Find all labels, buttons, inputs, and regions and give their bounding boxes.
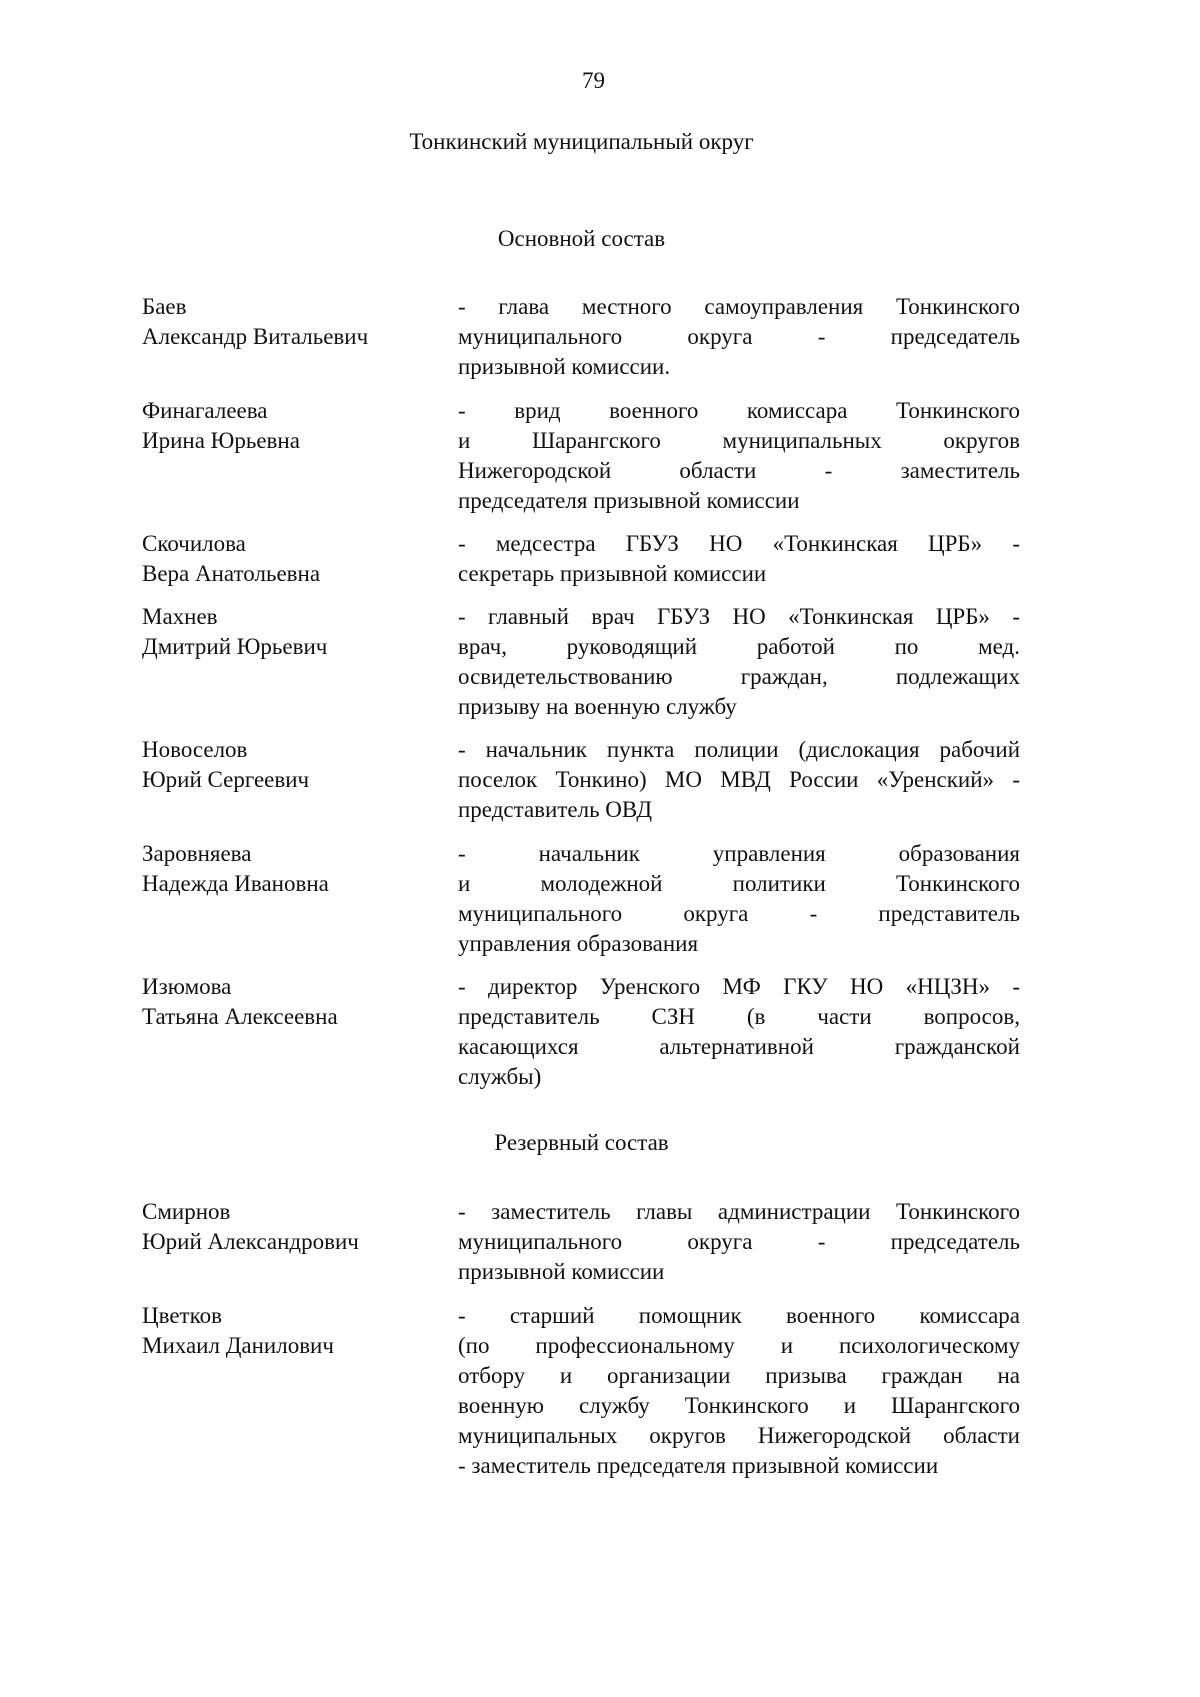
role-line: - начальник пункта полиции (дислокация рабочий <box>458 737 1020 762</box>
role-line: председателя призывной комиссии <box>458 488 800 513</box>
member-role <box>458 602 1020 722</box>
member-name <box>142 839 442 899</box>
role-line: муниципального округа - председатель <box>458 1229 1020 1254</box>
role-line: - начальник управления образования <box>458 841 1020 866</box>
member-given-name: Михаил Данилович <box>142 1333 334 1358</box>
member-name <box>142 602 442 662</box>
role-line: касающихся альтернативной гражданской <box>458 1034 1020 1059</box>
page-number: 79 <box>582 68 605 93</box>
role-line: - медсестра ГБУЗ НО «Тонкинская ЦРБ» - <box>458 531 1020 556</box>
role-line: - директор Уренского МФ ГКУ НО «НЦЗН» - <box>458 974 1020 999</box>
role-line: - врид военного комиссара Тонкинского <box>458 398 1020 423</box>
member-role <box>458 396 1020 516</box>
role-line: секретарь призывной комиссии <box>458 561 767 586</box>
member-given-name: Александр Витальевич <box>142 324 369 349</box>
role-line: - заместитель председателя призывной комиссии <box>458 1453 939 1478</box>
role-line: Нижегородской области - заместитель <box>458 458 1020 483</box>
role-line: муниципального округа - представитель <box>458 901 1020 926</box>
member-name <box>142 292 442 352</box>
role-line: поселок Тонкино) МО МВД России «Уренский» - <box>458 767 1020 792</box>
member-given-name: Вера Анатольевна <box>142 561 321 586</box>
member-surname: Баев <box>142 294 187 319</box>
role-line: и Шарангского муниципальных округов <box>458 428 1020 453</box>
member-name <box>142 396 442 456</box>
role-line: призывной комиссии. <box>458 354 671 379</box>
role-line: и молодежной политики Тонкинского <box>458 871 1020 896</box>
member-surname: Финагалеева <box>142 398 268 423</box>
member-given-name: Юрий Сергеевич <box>142 767 310 792</box>
member-given-name: Юрий Александрович <box>142 1229 359 1254</box>
member-role <box>458 839 1020 959</box>
section-heading-reserve: Резервный состав <box>494 1130 669 1155</box>
member-role <box>458 529 1020 589</box>
role-line: отбору и организации призыва граждан на <box>458 1363 1020 1388</box>
member-role <box>458 735 1020 825</box>
section-heading-main: Основной состав <box>497 226 666 251</box>
role-line: - старший помощник военного комиссара <box>458 1303 1020 1328</box>
member-surname: Цветков <box>142 1303 222 1328</box>
member-role <box>458 292 1020 382</box>
role-line: - главный врач ГБУЗ НО «Тонкинская ЦРБ» - <box>458 604 1020 629</box>
role-line: муниципальных округов Нижегородской области <box>458 1423 1020 1448</box>
member-given-name: Надежда Ивановна <box>142 871 329 896</box>
member-name <box>142 1301 442 1361</box>
member-surname: Махнев <box>142 604 218 629</box>
member-role <box>458 1197 1020 1287</box>
member-name <box>142 1197 442 1257</box>
member-surname: Новоселов <box>142 737 248 762</box>
role-line: управления образования <box>458 931 699 956</box>
member-role <box>458 972 1020 1092</box>
role-line: врач, руководящий работой по мед. <box>458 634 1020 659</box>
member-name <box>142 972 442 1032</box>
role-line: - заместитель главы администрации Тонкинского <box>458 1199 1020 1224</box>
role-line: представитель ОВД <box>458 797 653 822</box>
member-name <box>142 735 442 795</box>
role-line: освидетельствованию граждан, подлежащих <box>458 664 1020 689</box>
district-title: Тонкинский муниципальный округ <box>409 129 754 154</box>
role-line: - глава местного самоуправления Тонкинского <box>458 294 1020 319</box>
role-line: муниципального округа - председатель <box>458 324 1020 349</box>
member-surname: Смирнов <box>142 1199 231 1224</box>
member-given-name: Дмитрий Юрьевич <box>142 634 328 659</box>
role-line: призывной комиссии <box>458 1259 665 1284</box>
member-name <box>142 529 442 589</box>
role-line: (по профессиональному и психологическому <box>458 1333 1020 1358</box>
member-role <box>458 1301 1020 1481</box>
role-line: призыву на военную службу <box>458 694 737 719</box>
role-line: военную службу Тонкинского и Шарангского <box>458 1393 1020 1418</box>
member-surname: Изюмова <box>142 974 232 999</box>
member-surname: Скочилова <box>142 531 246 556</box>
member-surname: Заровняева <box>142 841 252 866</box>
role-line: представитель СЗН (в части вопросов, <box>458 1004 1020 1029</box>
member-given-name: Ирина Юрьевна <box>142 428 300 453</box>
role-line: службы) <box>458 1064 542 1089</box>
member-given-name: Татьяна Алексеевна <box>142 1004 338 1029</box>
